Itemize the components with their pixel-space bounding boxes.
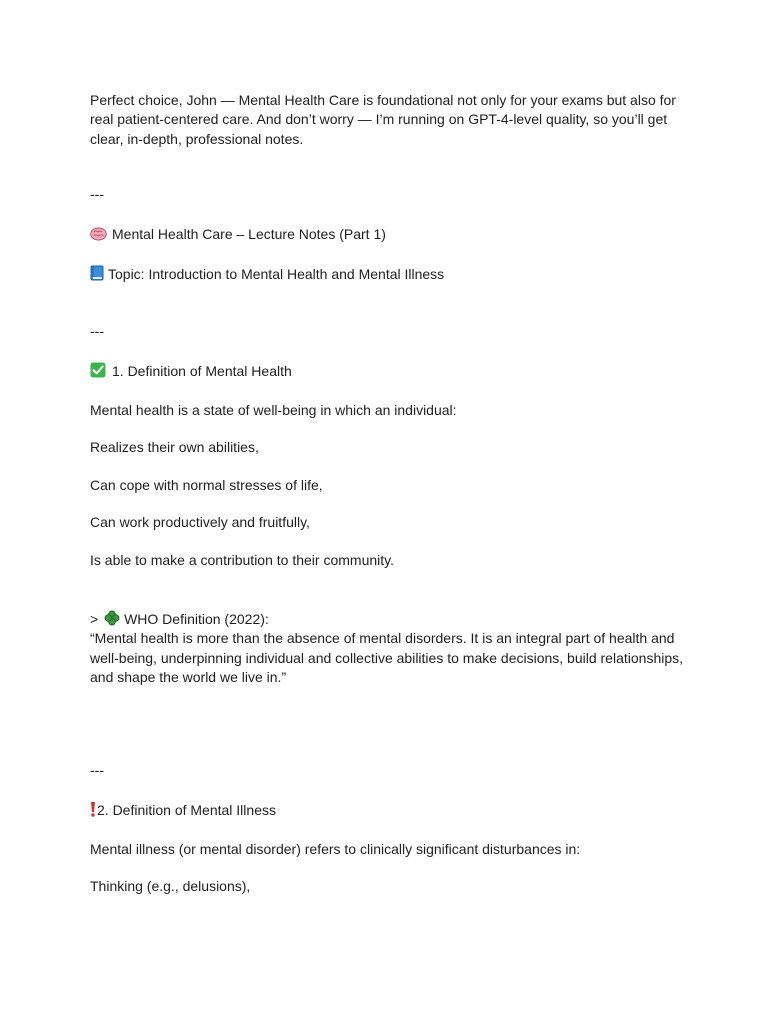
clover-icon: [104, 610, 120, 626]
section-2-title-text: 2. Definition of Mental Illness: [97, 802, 276, 818]
blue-book-icon: [90, 265, 104, 281]
quote-line: “Mental health is more than the absence of mental disorders. It is an integral part of health and: [90, 630, 675, 647]
section-1-title-text: 1. Definition of Mental Health: [112, 363, 292, 379]
quote-marker: >: [90, 611, 99, 627]
intro-paragraph: [90, 91, 690, 149]
quote-label-line: [90, 610, 690, 629]
topic-heading-text: Topic: Introduction to Mental Health and Mental Illness: [108, 266, 445, 282]
list-item: Can work productively and fruitfully,: [90, 514, 310, 530]
section-1-title: [90, 362, 690, 381]
quote-label: WHO Definition (2022):: [124, 611, 269, 627]
separator: ---: [90, 186, 104, 202]
section-1-intro: Mental health is a state of well-being in which an individual:: [90, 402, 457, 418]
quote-line: and shape the world we live in.”: [90, 668, 287, 685]
intro-line: clear, in-depth, professional notes.: [90, 130, 304, 147]
exclamation-icon: [90, 801, 96, 822]
lecture-title: [90, 225, 690, 244]
section-2-title: [90, 801, 690, 822]
topic-heading: [90, 265, 690, 284]
intro-line: Perfect choice, John — Mental Health Care is foundational not only for your exams but also for: [90, 92, 676, 108]
brain-icon: [90, 227, 107, 241]
list-item: Thinking (e.g., delusions),: [90, 878, 251, 894]
list-item: Can cope with normal stresses of life,: [90, 477, 323, 493]
separator: ---: [90, 323, 104, 339]
check-mark-icon: [90, 362, 106, 378]
section-2-intro: Mental illness (or mental disorder) refers to clinically significant disturbances in:: [90, 841, 581, 857]
separator: ---: [90, 762, 104, 778]
who-definition-quote: [90, 610, 690, 687]
list-item: Realizes their own abilities,: [90, 439, 259, 455]
quote-line: well-being, underpinning individual and collective abilities to make decisions, build relationships,: [90, 649, 684, 666]
intro-line: real patient-centered care. And don’t worry — I’m running on GPT-4-level quality, so you’ll get: [90, 111, 668, 128]
lecture-title-text: Mental Health Care – Lecture Notes (Part 1): [112, 226, 386, 242]
list-item: Is able to make a contribution to their community.: [90, 552, 394, 568]
